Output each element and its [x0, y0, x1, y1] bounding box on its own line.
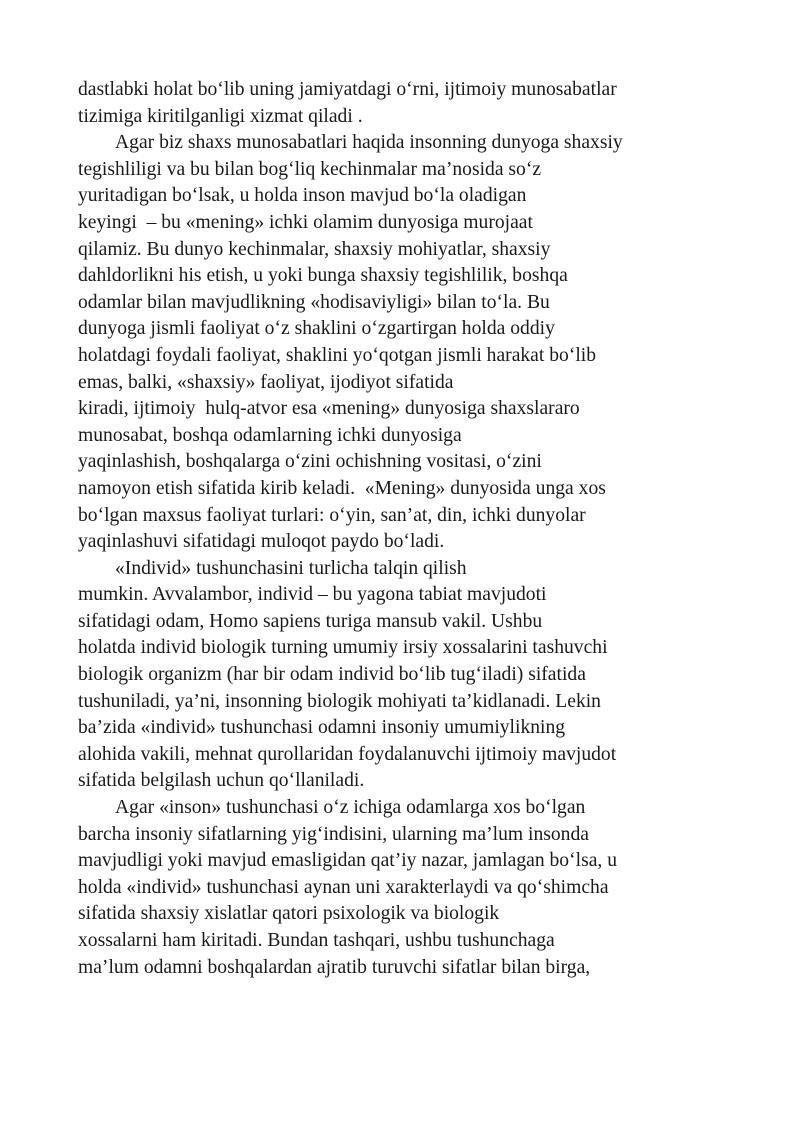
- paragraph-first-line: Agar biz shaxs munosabatlari haqida insonning dunyoga shaxsiy: [115, 132, 623, 154]
- text-line: yuritadigan bo‘lsak, u holda inson mavjud bo‘la oladigan: [78, 185, 527, 207]
- text-line: odamlar bilan mavjudlikning «hodisaviyligi» bilan to‘la. Bu: [78, 291, 550, 313]
- text-line: holda «individ» tushunchasi aynan uni xarakterlaydi va qo‘shimcha: [78, 876, 609, 898]
- text-line: mavjudligi yoki mavjud emasligidan qat’iy nazar, jamlagan bo‘lsa, u: [78, 850, 617, 872]
- text-line: xossalarni ham kiritadi. Bundan tashqari, ushbu tushunchaga: [78, 930, 555, 951]
- text-line: biologik organizm (har bir odam individ bo‘lib tug‘iladi) sifatida: [78, 664, 586, 686]
- text-line: holatda individ biologik turning umumiy irsiy xossalarini tashuvchi: [78, 637, 608, 659]
- body-text: [78, 77, 758, 981]
- text-line: tushuniladi, ya’ni, insonning biologik mohiyati ta’kidlanadi. Lekin: [78, 690, 601, 712]
- text-line: tegishliligi va bu bilan bog‘liq kechinmalar ma’nosida so‘z: [78, 158, 542, 180]
- text-line: munosabat, boshqa odamlarning ichki dunyosiga: [78, 424, 462, 446]
- text-line: sifatidagi odam, Homo sapiens turiga mansub vakil. Ushbu: [78, 610, 543, 632]
- paragraph-first-line: «Individ» tushunchasini turlicha talqin qilish: [115, 557, 467, 579]
- text-line: sifatida shaxsiy xislatlar qatori psixologik va biologik: [78, 903, 500, 925]
- text-line: qilamiz. Bu dunyo kechinmalar, shaxsiy mohiyatlar, shaxsiy: [78, 238, 551, 260]
- text-line: namoyon etish sifatida kirib keladi. «Mening» dunyosida unga xos: [78, 477, 606, 499]
- paragraph-first-line: Agar «inson» tushunchasi o‘z ichiga odamlarga xos bo‘lgan: [115, 797, 586, 819]
- text-line: dunyoga jismli faoliyat o‘z shaklini o‘zgartirgan holda oddiy: [78, 318, 555, 340]
- text-line: keyingi – bu «mening» ichki olamim dunyosiga murojaat: [78, 211, 533, 233]
- text-line: kiradi, ijtimoiy hulq-atvor esa «mening» dunyosiga shaxslararo: [78, 398, 580, 420]
- text-line: holatdagi foydali faoliyat, shaklini yo‘qotgan jismli harakat bo‘lib: [78, 344, 597, 366]
- text-line: barcha insoniy sifatlarning yig‘indisini, ularning ma’lum insonda: [78, 823, 589, 845]
- text-line: sifatida belgilash uchun qo‘llaniladi.: [78, 770, 365, 792]
- text-line: dahldorlikni his etish, u yoki bunga shaxsiy tegishlilik, boshqa: [78, 265, 568, 287]
- text-line: ba’zida «individ» tushunchasi odamni insoniy umumiylikning: [78, 717, 566, 739]
- text-line: alohida vakili, mehnat qurollaridan foydalanuvchi ijtimoiy mavjudot: [78, 743, 617, 765]
- text-line: yaqinlashuvi sifatidagi muloqot paydo bo‘ladi.: [78, 531, 445, 553]
- text-line: dastlabki holat bo‘lib uning jamiyatdagi o‘rni, ijtimoiy munosabatlar: [78, 79, 617, 100]
- text-line: bo‘lgan maxsus faoliyat turlari: o‘yin, san’at, din, ichki dunyolar: [78, 504, 586, 526]
- text-line: ma’lum odamni boshqalardan ajratib turuvchi sifatlar bilan birga,: [78, 956, 591, 978]
- text-line: mumkin. Avvalambor, individ – bu yagona tabiat mavjudoti: [78, 584, 547, 606]
- text-line: emas, balki, «shaxsiy» faoliyat, ijodiyot sifatida: [78, 371, 454, 393]
- text-line: yaqinlashish, boshqalarga o‘zini ochishning vositasi, o‘zini: [78, 451, 542, 473]
- text-line: tizimiga kiritilganligi xizmat qiladi .: [78, 105, 363, 127]
